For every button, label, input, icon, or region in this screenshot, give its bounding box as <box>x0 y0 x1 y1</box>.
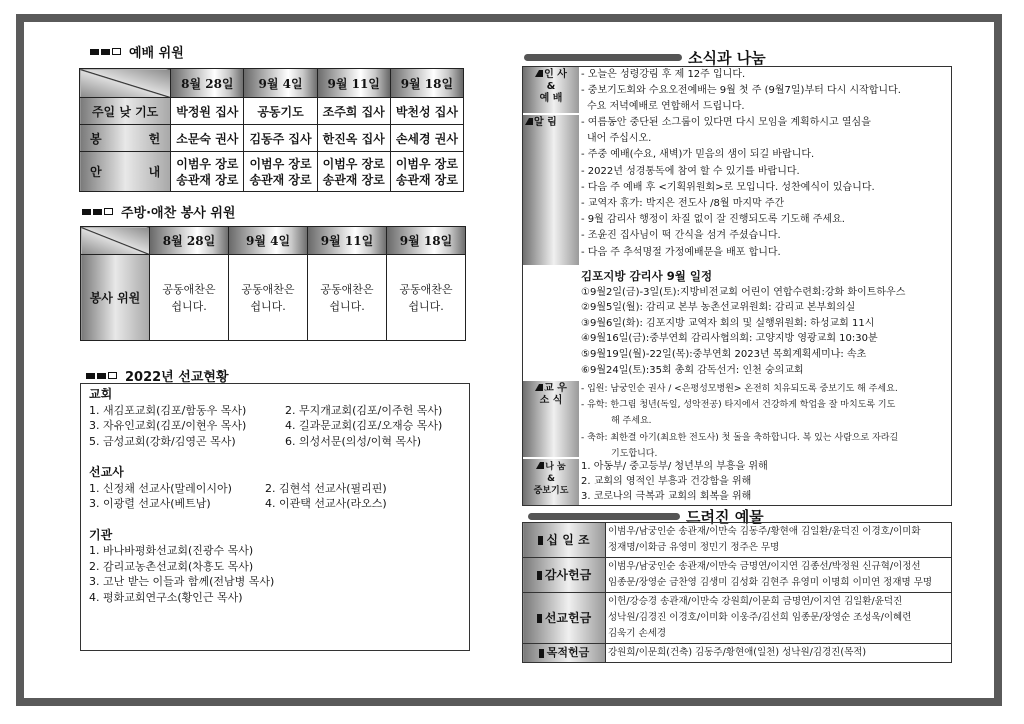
triangle-icon <box>535 70 543 77</box>
list-item: 3. 자유인교회(김포/이현우 목사) 4. 길과문교회(김포/오재승 목사) <box>89 419 443 432</box>
mission-section-title: 2022년 선교현황 <box>86 366 229 385</box>
table-cell: 박정원 집사 <box>171 98 244 125</box>
notice-label: 알 림 <box>523 115 579 265</box>
table-cell: 공동애찬은 쉽니다. <box>150 255 229 341</box>
marker-icon <box>537 571 542 580</box>
date-header: 9월 18일 <box>387 227 466 255</box>
role-label: 안 내 <box>80 152 171 192</box>
fellow-label: 교 우 소 식 <box>523 381 579 457</box>
bullet-icon <box>82 204 115 219</box>
table-cell: 공동기도 <box>244 98 317 125</box>
offerings-table <box>522 522 952 663</box>
kitchen-table <box>80 226 466 341</box>
date-header: 9월 11일 <box>308 227 387 255</box>
table-cell: 공동애찬은 쉽니다. <box>387 255 466 341</box>
offerings-banner: 드려진 예물 <box>528 506 764 527</box>
triangle-icon <box>535 384 543 391</box>
date-header: 9월 4일 <box>244 69 317 98</box>
role-label: 주일 낮 기도 <box>80 98 171 125</box>
table-corner <box>81 227 150 255</box>
bullet-icon <box>90 44 123 59</box>
list-item: 4. 평화교회연구소(황인근 목사) <box>89 590 243 604</box>
missionary-heading: 선교사 <box>89 465 124 479</box>
list-item: 1. 바나바평화선교회(진광수 목사) <box>89 544 254 557</box>
table-cell: 김동주 집사 <box>244 125 317 152</box>
fellow-content: - 입원: 남궁인순 권사 / <은평성모병원> 온전히 치유되도록 중보기도 해 주세요. - 유학: 한그림 청년(독일, 성악전공) 타지에서 건강하게 학업을 잘 마치도록 기도 해 주세요. - 축하: 최한결 아기(최요한 전도사) 첫 돌을 축하합니다. 복 있는 사람으로 자라길 기도합니다. <box>581 384 899 459</box>
list-item: 3. 이광렬 선교사(베트남) 4. 이관택 선교사(라오스) <box>89 497 387 510</box>
list-item: 2. 감리교농촌선교회(차흥도 목사) <box>89 559 254 573</box>
schedule: 김포지방 감리사 9월 일정 ①9월2일(금)-3일(토):지방비전교회 어린이 연합수련회:강화 화이트하우스 ②9월5일(월): 감리교 본부 농촌선교위원회: 감리교 본부회의실 ③9월6일(화): 김포지방 교역자 회의 및 실행위원회: 하성교회 11시 ④9월16일(금):중부연회 감리사협의회: 고양지방 영광교회 10:30분 ⑤9월19일(월)-22일(목):중부연회 2023년 목회계획세미나: 속초 ⑥9월24일(토):35회 총회 감독선거: 인천 숭의교회 <box>581 269 947 378</box>
org-heading: 기관 <box>89 527 113 542</box>
date-header: 8월 28일 <box>150 227 229 255</box>
news-box <box>522 66 952 506</box>
table-cell: 소문숙 권사 <box>171 125 244 152</box>
bullet-icon <box>86 368 119 383</box>
offering-type: 목적헌금 <box>523 644 606 663</box>
table-cell: 한진옥 집사 <box>317 125 390 152</box>
kitchen-section-title: 주방·애찬 봉사 위원 <box>82 202 235 221</box>
table-cell: 이범우 장로 송관재 장로 <box>171 152 244 192</box>
notice-content: - 여름동안 중단된 소그룹이 있다면 다시 모임을 계획하시고 열심을 내어 주십시오. - 주중 예배(수요, 새벽)가 믿음의 샘이 되길 바랍니다. - 2022년 성경통독에 참여 할 수 있기를 바랍니다. - 다음 주 예배 후 <기획위원회>로 모입니다. 성찬예식이 있습니다. - 교역자 휴가: 박지은 전도사 /8월 마지막 주간 - 9월 감리사 행정이 차질 없이 잘 진행되도록 기도해 주세요. - 조윤진 집사님이 떡 간식을 섬겨 주셨습니다. - 다음 주 추석명절 가정예배문을 배포 합니다. <box>581 117 875 258</box>
table-cell: 조주희 집사 <box>317 98 390 125</box>
marker-icon <box>539 649 544 658</box>
triangle-icon <box>525 118 533 125</box>
share-label: 나 눔 & 중보기도 <box>523 459 579 505</box>
table-cell: 손세경 권사 <box>390 125 463 152</box>
table-corner <box>80 69 171 98</box>
list-item: 1. 새김포교회(김포/함동우 목사) 2. 무지개교회(김포/이주헌 목사) <box>89 403 443 417</box>
table-cell: 이범우 장로 송관재 장로 <box>390 152 463 192</box>
news-banner: 소식과 나눔 <box>524 47 766 68</box>
table-cell: 공동애찬은 쉽니다. <box>308 255 387 341</box>
offering-type: 선교헌금 <box>523 593 606 644</box>
banner-bar <box>528 513 680 520</box>
worship-section-title: 예배 위원 <box>90 42 184 61</box>
greet-content: - 오늘은 성령강림 후 제 12주 입니다. - 중보기도회와 수요오전예배는 9월 첫 주 (9월7일)부터 다시 시작합니다. 수요 저녁예배로 연합해서 드립니다. <box>581 69 901 113</box>
offering-names: 이범우/남궁인순 송관재/이만숙 김동주/황현애 김일환/윤덕진 이경호/이미화 정재명/이화금 유영미 정민기 정주은 무명 <box>606 523 952 558</box>
list-item: 5. 금성교회(강화/김영곤 목사) 6. 의성서문(의성/이혁 목사) <box>89 434 422 448</box>
greet-label: 인 사 & 예 배 <box>523 67 579 113</box>
table-cell: 이범우 장로 송관재 장로 <box>244 152 317 192</box>
date-header: 9월 11일 <box>317 69 390 98</box>
triangle-icon <box>536 462 544 469</box>
table-cell: 공동애찬은 쉽니다. <box>229 255 308 341</box>
share-content: 1. 아동부/ 중고등부/ 청년부의 부흥을 위해 2. 교회의 영적인 부흥과 건강함을 위해 3. 코로나의 극복과 교회의 회복을 위해 <box>581 461 768 502</box>
date-header: 9월 4일 <box>229 227 308 255</box>
list-item: 1. 신정채 선교사(말레이시아) 2. 김현석 선교사(필리핀) <box>89 481 387 495</box>
schedule-title: 김포지방 감리사 9월 일정 <box>581 269 713 283</box>
offering-names: 이헌/강승경 송관재/이만숙 강원희/이문희 금명연/이지연 김일환/윤덕진 성낙원/김경진 이경호/이미화 이웅주/김선희 임종문/장영순 조성욱/이혜련 김욱기 손세경 <box>606 593 952 644</box>
offering-type: 십 일 조 <box>523 523 606 558</box>
role-label: 봉사 위원 <box>81 255 150 341</box>
offering-type: 감사헌금 <box>523 558 606 593</box>
list-item: 3. 고난 받는 이들과 함께(전남병 목사) <box>89 575 275 588</box>
date-header: 8월 28일 <box>171 69 244 98</box>
marker-icon <box>537 614 542 623</box>
offering-names: 강원희/이문희(건축) 김동주/황현애(일천) 성낙원/김경진(목적) <box>606 644 952 663</box>
worship-table <box>79 68 464 192</box>
date-header: 9월 18일 <box>390 69 463 98</box>
table-cell: 박천성 집사 <box>390 98 463 125</box>
banner-bar <box>524 54 682 61</box>
marker-icon <box>538 536 543 545</box>
role-label: 봉 헌 <box>80 125 171 152</box>
table-cell: 이범우 장로 송관재 장로 <box>317 152 390 192</box>
offering-names: 이범우/남궁인순 송관재/이만숙 금명연/이지연 김종선/박정원 신규혁/이정선 임종문/장영순 금찬영 김생미 김성화 김현주 유영미 이명희 이미연 정재명 무명 <box>606 558 952 593</box>
church-heading: 교회 <box>89 387 113 401</box>
mission-box <box>80 383 470 651</box>
